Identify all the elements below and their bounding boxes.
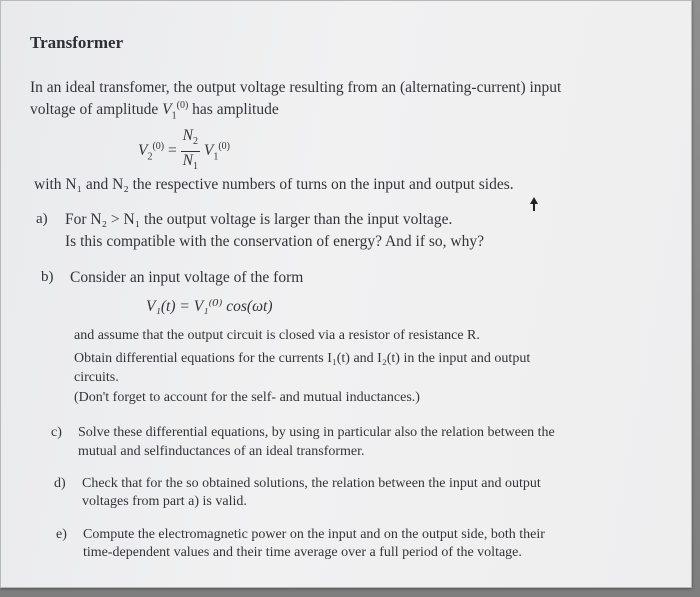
part-c-label: c) [51,425,62,440]
denominator-symbol: N [182,152,193,170]
part-d-label: d) [54,476,66,491]
denominator-sub: 1 [192,161,198,173]
part-e-line-1: Compute the electromagnetic power on the input and on the output side, both their [83,527,545,542]
part-d-line-1: Check that for the so obtained solutions, the relation between the input and output [82,476,541,491]
part-a-label: a) [36,211,48,227]
part-b-line-5: (Don't forget to account for the self- and mutual inductances.) [74,390,420,405]
part-b-line-3: Obtain differential equations for the currents I₁(t) and I₂(t) in the input and output [74,351,531,366]
amplitude-equation [138,127,230,176]
part-a-line-1: For N₂ > N₁ the output voltage is larger than the input voltage. [65,211,453,228]
fraction-numerator [181,127,200,152]
eq-lhs-sub: 2 [147,151,153,163]
part-a-line-2: Is this compatible with the conservation of energy? And if so, why? [65,233,484,250]
numerator-sub: 2 [192,136,198,148]
part-b-label: b) [41,269,54,285]
fraction-denominator [181,152,200,176]
eq-lhs: V [138,142,148,160]
v1-superscript: (0) [176,100,189,111]
with-line: with N₁ and N₂ the respective numbers of turns on the input and output sides. [34,176,514,193]
eq-lhs-sup: (0) [152,141,165,152]
eq-rhs: V [203,142,214,160]
part-c-line-2: mutual and selfinductances of an ideal transformer. [78,444,365,459]
part-b-line-2: and assume that the output circuit is closed via a resistor of resistance R. [74,328,480,343]
part-e-line-2: time-dependent values and their time average over a full period of the voltage. [83,545,522,560]
numerator-symbol: N [182,127,193,144]
intro-line-1: In an ideal transfomer, the output voltage resulting from an (alternating-current) input [30,79,562,96]
eq-rhs-sup: (0) [218,141,230,152]
v1-symbol: V [162,101,172,119]
eq-equals: = [168,142,177,160]
page-title: Transformer [30,33,124,52]
v1-subscript: 1 [171,110,177,122]
turns-ratio-fraction [181,127,200,176]
eq-rhs-sub: 1 [213,151,219,163]
part-c-line-1: Solve these differential equations, by using in particular also the relation between the [78,425,555,440]
intro-line-2 [30,100,279,121]
part-b-line-1: Consider an input voltage of the form [70,269,304,286]
part-d-line-2: voltages from part a) is valid. [82,494,247,509]
input-voltage-equation: V₁(t) = V₁⁽⁰⁾ cos(ωt) [146,298,273,315]
intro-line-2-end: has amplitude [188,101,279,119]
part-b-line-4: circuits. [74,370,119,385]
intro-line-2-text: voltage of amplitude [30,101,163,119]
mouse-cursor-icon [530,197,538,204]
part-e-label: e) [56,527,67,542]
